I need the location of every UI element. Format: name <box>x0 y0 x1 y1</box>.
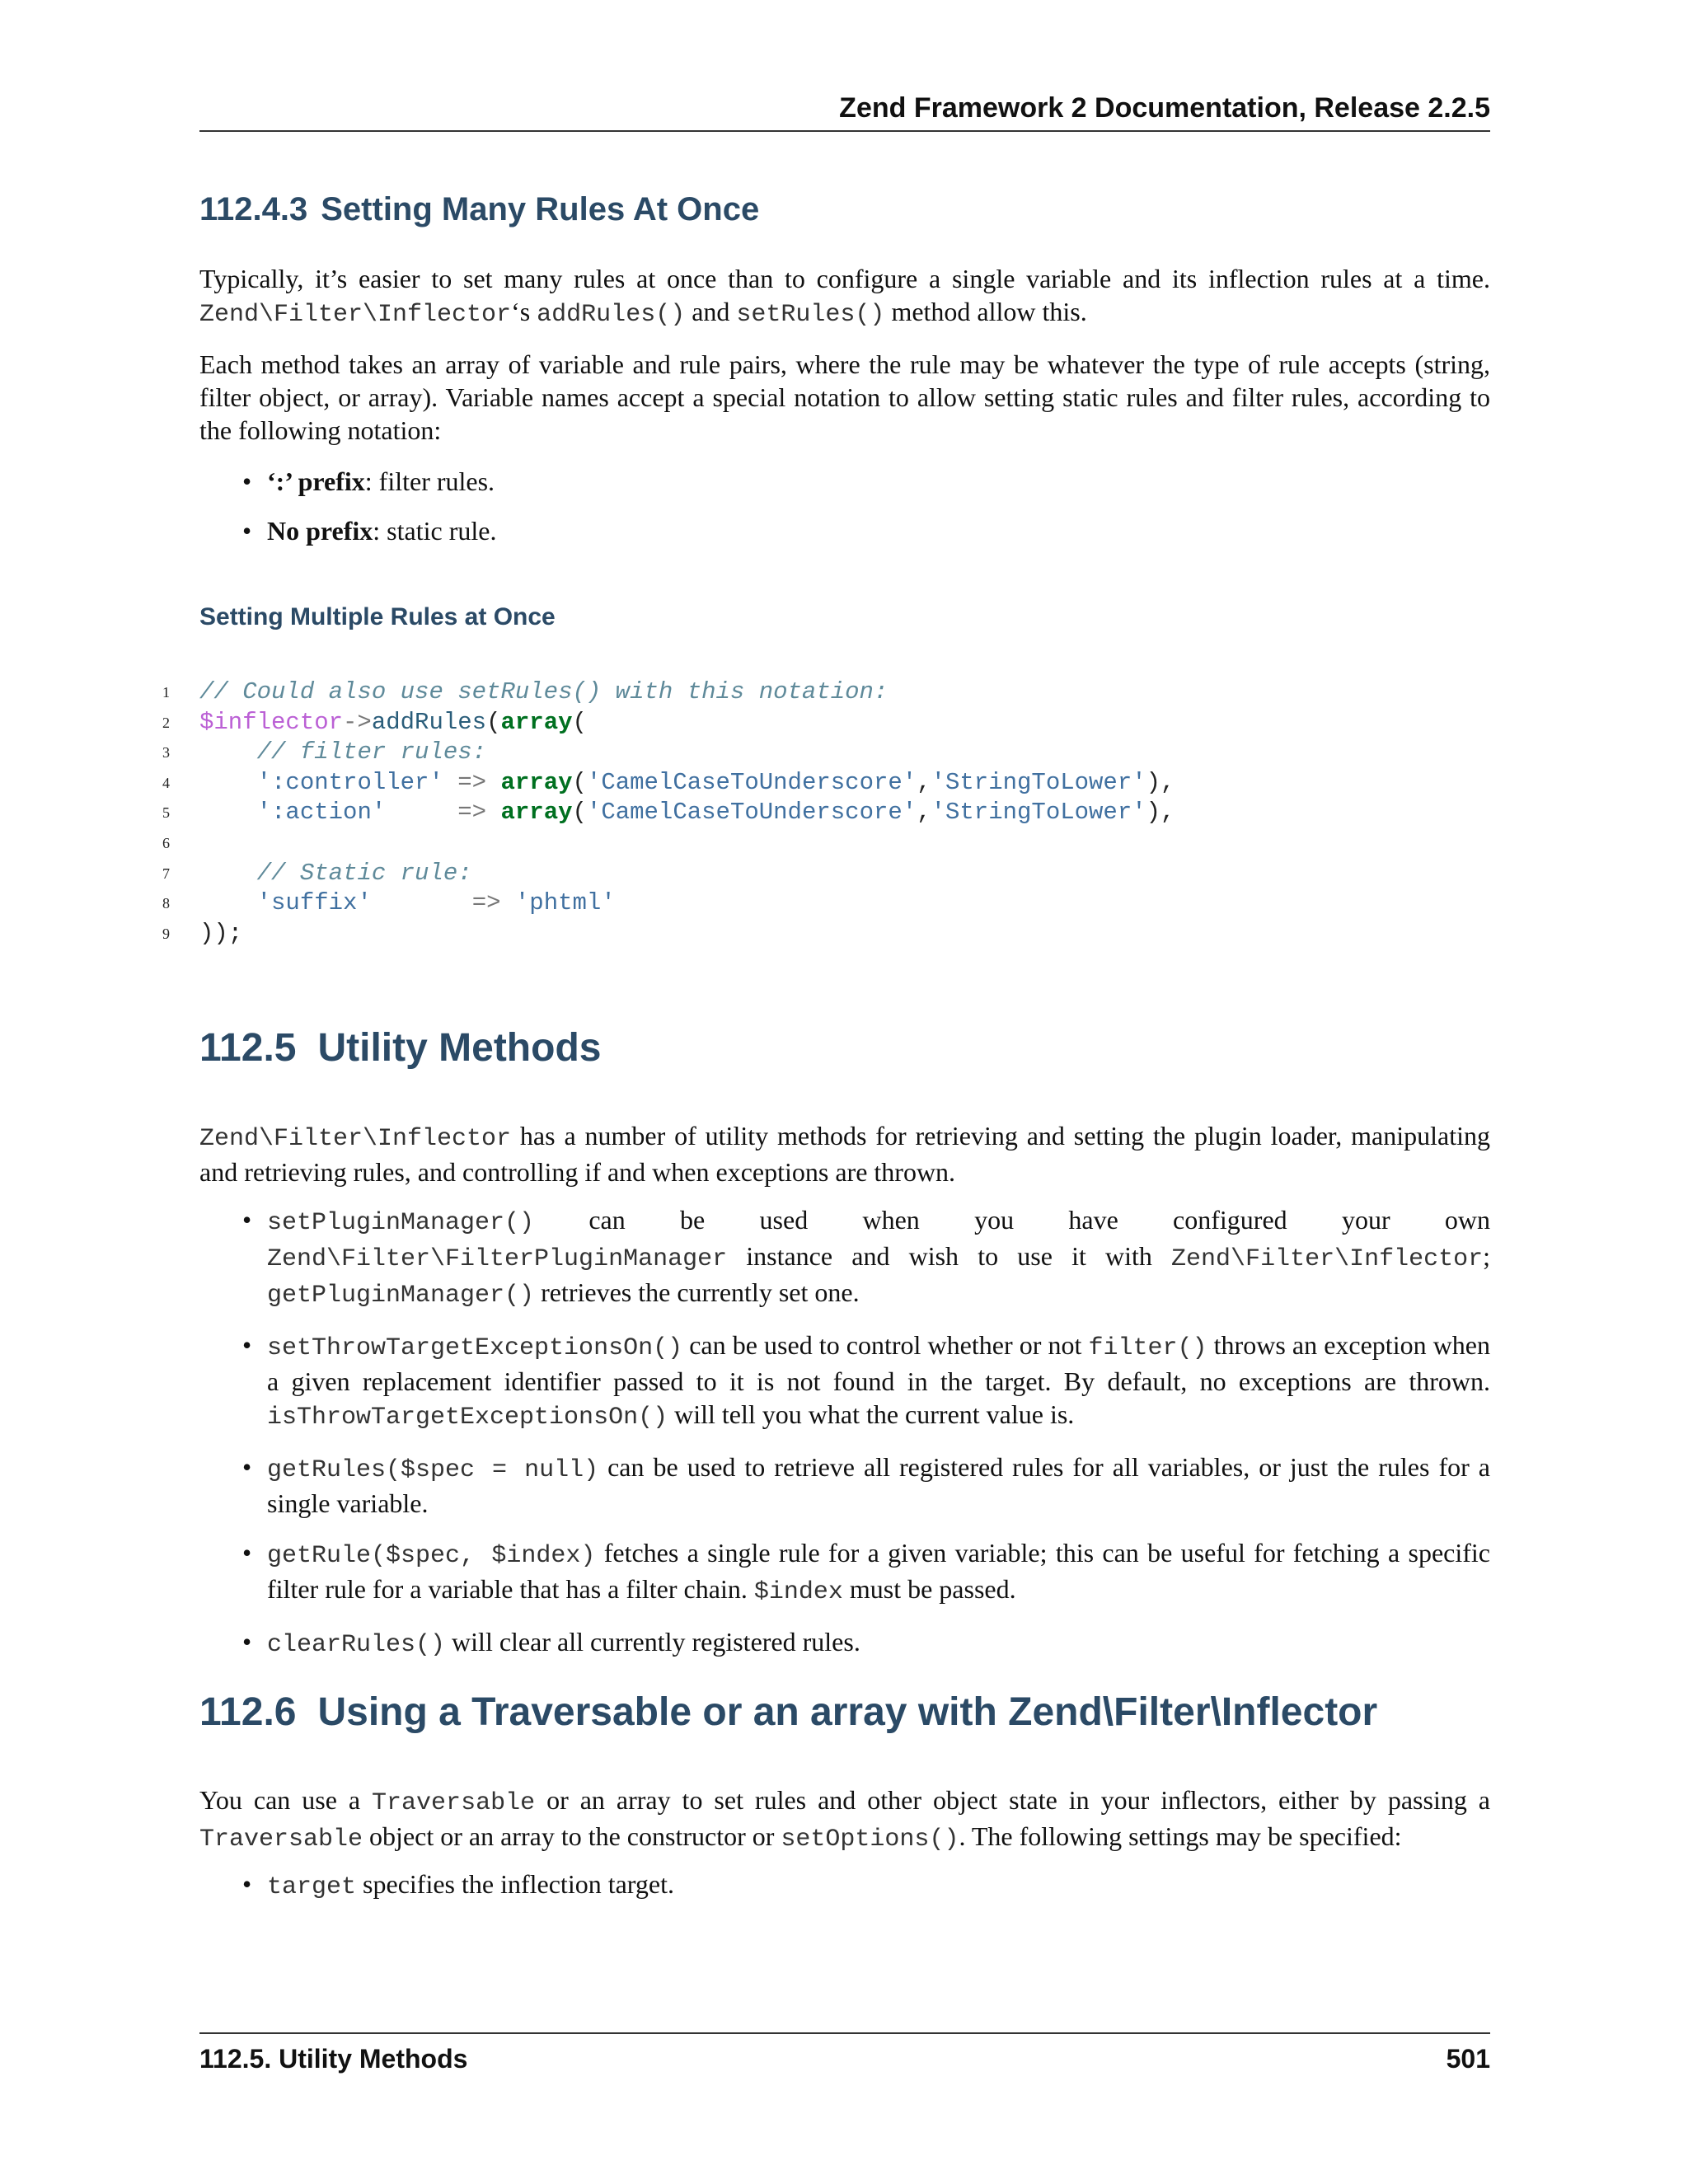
code-operator: => <box>471 889 501 917</box>
code-line <box>0 677 1688 708</box>
section-number: 112.6 <box>199 1690 297 1734</box>
code-line <box>0 738 1688 768</box>
code-operator: => <box>457 768 487 796</box>
code-string: 'phtml' <box>514 889 616 917</box>
list-item <box>199 1203 1490 1312</box>
code-variable: $inflector <box>199 708 344 736</box>
inline-code: addRules() <box>537 301 686 329</box>
list-item-term: ‘:’ prefix <box>267 466 365 496</box>
code-block <box>0 677 1688 949</box>
list-item <box>199 465 1490 498</box>
inline-code: setPluginManager() <box>267 1209 535 1237</box>
inline-code: setRules() <box>736 301 885 329</box>
inline-code: setOptions() <box>781 1825 959 1854</box>
code-comment: // Could also use setRules() with this notation: <box>199 678 889 705</box>
code-string: 'CamelCaseToUnderscore' <box>586 799 917 827</box>
list-item-text: instance and wish to use it with <box>727 1241 1172 1271</box>
section-number: 112.5 <box>199 1026 297 1070</box>
footer-divider <box>199 2032 1490 2034</box>
list-item-text: can be used to retrieve all registered rules for all variables, or just the rules for a single variable. <box>267 1452 1490 1518</box>
list-item-text: will tell you what the current value is. <box>668 1399 1075 1429</box>
list-item-text: must be passed. <box>842 1574 1016 1604</box>
section-title: Utility Methods <box>317 1026 602 1070</box>
code-operator: => <box>457 799 487 827</box>
paragraph-text: object or an array to the constructor or <box>363 1821 781 1851</box>
inline-code: getRule($spec, $index) <box>267 1542 596 1570</box>
paragraph-text: You can use a <box>199 1785 373 1815</box>
section-heading-112-5 <box>199 1025 601 1071</box>
code-string: 'CamelCaseToUnderscore' <box>586 768 917 796</box>
section-heading-112-6 <box>199 1690 1377 1735</box>
inline-code: Traversable <box>372 1789 536 1817</box>
code-line: 4 ':controller' => array('CamelCaseToUnderscore','StringToLower'), <box>0 768 1688 799</box>
utility-methods-list <box>199 1203 1490 1661</box>
settings-list <box>199 1868 1490 1904</box>
code-line <box>0 828 1688 859</box>
inline-code: Zend\Filter\Inflector <box>1171 1245 1484 1273</box>
list-item <box>199 1868 1490 1904</box>
code-punct: )); <box>199 919 243 947</box>
list-item-term: No prefix <box>267 516 373 546</box>
code-string: 'StringToLower' <box>931 799 1146 827</box>
line-number: 3 <box>162 744 170 762</box>
paragraph-text: ‘s <box>511 297 537 326</box>
code-string: ':action' <box>256 799 387 827</box>
list-item <box>199 514 1490 547</box>
list-item-text: can be used to control whether or not <box>682 1330 1089 1360</box>
inline-code: Zend\Filter\Inflector <box>199 1125 512 1153</box>
paragraph-notation: Each method takes an array of variable and rule pairs, where the rule may be whatever the type of rule accepts (string, filter object, or array). Variable names accept a special notation to allow setting static rules and filter rules, according to the following notation: <box>199 349 1490 445</box>
line-number: 2 <box>162 714 170 731</box>
footer-section-title: 112.5. Utility Methods <box>199 2044 468 2074</box>
example-title: Setting Multiple Rules at Once <box>199 603 556 630</box>
code-comment: // filter rules: <box>256 738 487 766</box>
page-number: 501 <box>1446 2044 1490 2074</box>
section-title: Using a Traversable or an array with Zend\Filter\Inflector <box>317 1690 1378 1734</box>
running-header: Zend Framework 2 Documentation, Release 2.2.5 <box>839 92 1490 124</box>
code-keyword: array <box>500 768 573 796</box>
inline-code: isThrowTargetExceptionsOn() <box>267 1404 668 1432</box>
notation-list <box>199 465 1490 547</box>
line-number: 1 <box>162 684 170 701</box>
line-number: 9 <box>162 925 170 942</box>
document-page <box>162 0 1491 2184</box>
code-string: 'suffix' <box>256 889 372 917</box>
inline-code: Zend\Filter\Inflector <box>199 301 512 329</box>
paragraph-text: method allow this. <box>884 297 1087 326</box>
inline-code: Zend\Filter\FilterPluginManager <box>267 1245 728 1273</box>
list-item-text: retrieves the currently set one. <box>534 1277 860 1307</box>
list-item-text: ; <box>1483 1241 1490 1271</box>
code-line <box>0 888 1688 919</box>
inline-code: Traversable <box>199 1825 363 1854</box>
code-string: ':controller' <box>256 768 443 796</box>
code-function: addRules <box>371 708 487 736</box>
paragraph-traversable <box>199 1783 1490 1856</box>
header-divider <box>199 130 1490 132</box>
inline-code: filter() <box>1088 1334 1207 1362</box>
code-punct: ( <box>572 708 587 736</box>
line-number: 7 <box>162 865 170 882</box>
list-item-text: fetches a single rule for a given variable; this can be useful for fetching a specific filter rule for a variable that has a filter chain. <box>267 1538 1490 1604</box>
list-item-text: : filter rules. <box>364 466 495 496</box>
list-item-text: throws an exception when a given replacement identifier passed to it is not found in the target. By default, no exceptions are thrown. <box>267 1330 1491 1396</box>
paragraph-text: or an array to set rules and other object state in your inflectors, either by passing a <box>535 1785 1490 1815</box>
paragraph-utility-intro <box>199 1119 1490 1188</box>
inline-code: getRules($spec = null) <box>267 1456 599 1484</box>
list-item-text: specifies the inflection target. <box>356 1869 674 1899</box>
paragraph-text: . The following settings may be specified: <box>959 1821 1402 1851</box>
inline-code: setThrowTargetExceptionsOn() <box>267 1334 683 1362</box>
code-string: 'StringToLower' <box>931 768 1146 796</box>
code-line <box>0 859 1688 889</box>
section-number: 112.4.3 <box>199 191 308 227</box>
code-line: 5 ':action' => array('CamelCaseToUnderscore','StringToLower'), <box>0 798 1688 828</box>
list-item-text: can be used when you have configured your own <box>534 1205 1490 1235</box>
paragraph-text: Typically, it’s easier to set many rules at once than to configure a single variable and its inflection rules at a time. <box>199 264 1490 293</box>
code-keyword: array <box>500 799 573 827</box>
section-heading-112-4-3 <box>199 191 759 228</box>
inline-code: getPluginManager() <box>267 1282 535 1310</box>
line-number: 4 <box>162 774 170 791</box>
list-item <box>199 1329 1490 1434</box>
code-punct: ( <box>486 708 501 736</box>
list-item <box>199 1536 1490 1609</box>
code-line <box>0 708 1688 738</box>
section-title: Setting Many Rules At Once <box>321 191 760 227</box>
list-item <box>199 1625 1490 1661</box>
paragraph-text: and <box>685 297 737 326</box>
code-keyword: array <box>500 708 573 736</box>
code-comment: // Static rule: <box>256 859 472 887</box>
inline-code: target <box>267 1873 357 1901</box>
line-number: 5 <box>162 804 170 822</box>
paragraph-text: has a number of utility methods for retrieving and setting the plugin loader, manipulating and retrieving rules, and controlling if and when exceptions are thrown. <box>199 1121 1490 1187</box>
code-operator: -> <box>343 708 372 736</box>
line-number: 8 <box>162 895 170 912</box>
paragraph-intro <box>199 262 1490 331</box>
list-item <box>199 1451 1490 1520</box>
list-item-text: : static rule. <box>373 516 497 546</box>
code-line <box>0 919 1688 949</box>
list-item-text: will clear all currently registered rules. <box>445 1627 860 1657</box>
inline-code: clearRules() <box>267 1631 446 1659</box>
line-number: 6 <box>162 834 170 851</box>
inline-code: $index <box>753 1578 843 1606</box>
